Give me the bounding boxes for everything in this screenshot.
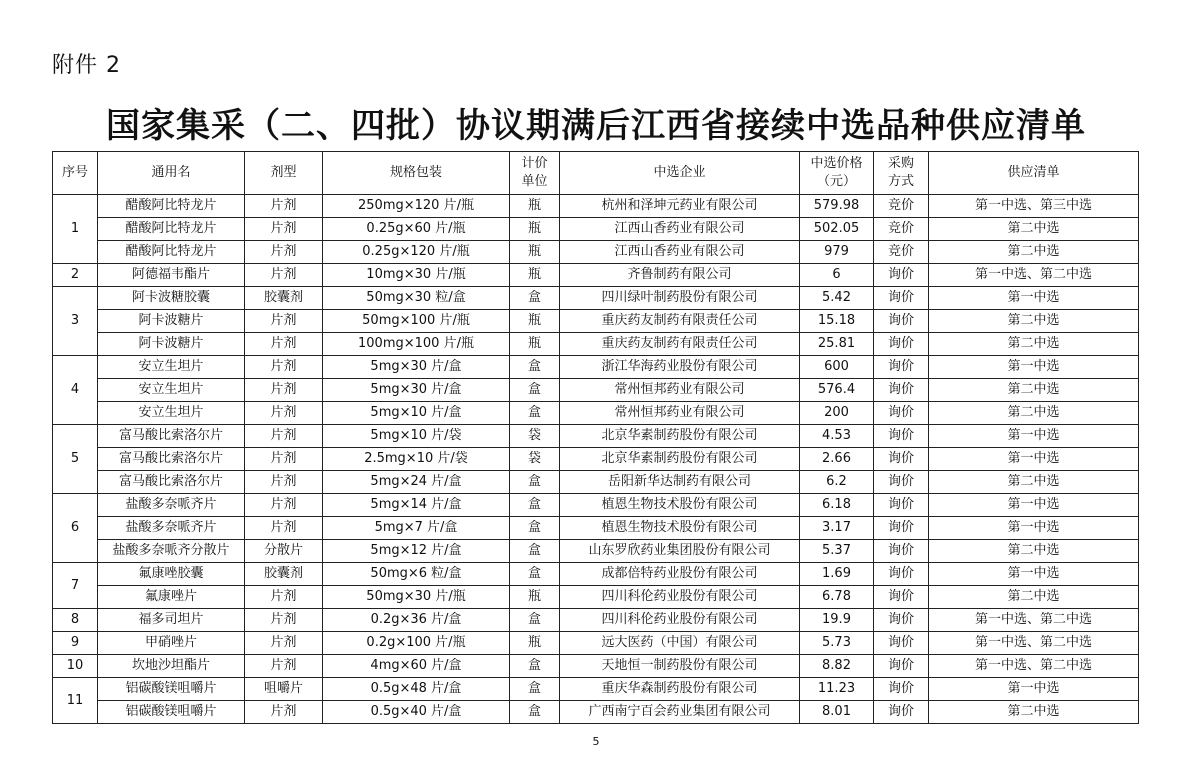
header-unit-line1: 计价 [521, 156, 548, 171]
table-row [53, 287, 1139, 310]
cell-company: 岳阳新华达制药有限公司 [560, 471, 800, 494]
cell-company: 齐鲁制药有限公司 [560, 264, 800, 287]
cell-name: 醋酸阿比特龙片 [98, 218, 245, 241]
cell-form: 片剂 [245, 517, 323, 540]
cell-company: 重庆华森制药股份有限公司 [560, 678, 800, 701]
cell-unit: 盒 [510, 356, 560, 379]
header-row [53, 152, 1139, 195]
cell-price: 6.78 [800, 586, 874, 609]
cell-form: 咀嚼片 [245, 678, 323, 701]
cell-unit: 瓶 [510, 632, 560, 655]
cell-company: 植恩生物技术股份有限公司 [560, 517, 800, 540]
cell-price: 5.42 [800, 287, 874, 310]
document-title: 国家集采（二、四批）协议期满后江西省接续中选品种供应清单 [106, 106, 1086, 146]
table-row [53, 632, 1139, 655]
cell-supply: 第一中选 [929, 356, 1139, 379]
cell-price: 3.17 [800, 517, 874, 540]
cell-form: 片剂 [245, 333, 323, 356]
cell-form: 片剂 [245, 310, 323, 333]
cell-unit: 盒 [510, 563, 560, 586]
cell-company: 常州恒邦药业有限公司 [560, 379, 800, 402]
cell-unit: 袋 [510, 448, 560, 471]
cell-price: 579.98 [800, 195, 874, 218]
cell-supply: 第一中选、第二中选 [929, 609, 1139, 632]
header-method-line2: 方式 [887, 174, 914, 189]
cell-unit: 瓶 [510, 218, 560, 241]
cell-spec: 50mg×30 片/瓶 [323, 586, 510, 609]
cell-form: 片剂 [245, 379, 323, 402]
cell-form: 片剂 [245, 701, 323, 724]
cell-supply: 第一中选 [929, 287, 1139, 310]
cell-supply: 第一中选 [929, 678, 1139, 701]
cell-seq: 8 [53, 609, 98, 632]
cell-form: 片剂 [245, 218, 323, 241]
cell-unit: 瓶 [510, 586, 560, 609]
cell-unit: 盒 [510, 494, 560, 517]
cell-unit: 盒 [510, 471, 560, 494]
cell-supply: 第二中选 [929, 402, 1139, 425]
table-row [53, 241, 1139, 264]
cell-company: 重庆药友制药有限责任公司 [560, 333, 800, 356]
table-row [53, 540, 1139, 563]
cell-unit: 盒 [510, 379, 560, 402]
cell-price: 8.01 [800, 701, 874, 724]
table-row [53, 402, 1139, 425]
header-method [874, 152, 929, 195]
cell-company: 广西南宁百会药业集团有限公司 [560, 701, 800, 724]
cell-spec: 5mg×24 片/盒 [323, 471, 510, 494]
cell-spec: 100mg×100 片/瓶 [323, 333, 510, 356]
table-row [53, 701, 1139, 724]
table-row [53, 379, 1139, 402]
cell-seq: 7 [53, 563, 98, 609]
cell-unit: 盒 [510, 678, 560, 701]
cell-unit: 瓶 [510, 241, 560, 264]
cell-seq: 3 [53, 287, 98, 356]
cell-supply: 第一中选 [929, 563, 1139, 586]
table-row [53, 471, 1139, 494]
cell-seq: 1 [53, 195, 98, 264]
cell-spec: 50mg×6 粒/盒 [323, 563, 510, 586]
table-row [53, 448, 1139, 471]
cell-method: 询价 [874, 701, 929, 724]
cell-method: 询价 [874, 678, 929, 701]
header-method-line1: 采购 [887, 156, 914, 171]
cell-supply: 第二中选 [929, 310, 1139, 333]
cell-name: 阿卡波糖胶囊 [98, 287, 245, 310]
cell-spec: 5mg×30 片/盒 [323, 379, 510, 402]
table-row [53, 218, 1139, 241]
table-row [53, 517, 1139, 540]
cell-name: 醋酸阿比特龙片 [98, 241, 245, 264]
cell-spec: 50mg×30 粒/盒 [323, 287, 510, 310]
cell-price: 979 [800, 241, 874, 264]
cell-price: 502.05 [800, 218, 874, 241]
header-seq: 序号 [53, 152, 98, 195]
cell-method: 询价 [874, 310, 929, 333]
cell-price: 5.37 [800, 540, 874, 563]
cell-method: 竞价 [874, 218, 929, 241]
cell-spec: 250mg×120 片/瓶 [323, 195, 510, 218]
cell-name: 盐酸多奈哌齐分散片 [98, 540, 245, 563]
cell-price: 19.9 [800, 609, 874, 632]
table-row [53, 609, 1139, 632]
cell-method: 询价 [874, 425, 929, 448]
cell-price: 25.81 [800, 333, 874, 356]
cell-method: 竞价 [874, 195, 929, 218]
cell-name: 安立生坦片 [98, 379, 245, 402]
cell-spec: 0.2g×36 片/盒 [323, 609, 510, 632]
cell-name: 醋酸阿比特龙片 [98, 195, 245, 218]
header-price-line2: （元） [816, 174, 856, 189]
cell-seq: 6 [53, 494, 98, 563]
header-price [800, 152, 874, 195]
cell-spec: 2.5mg×10 片/袋 [323, 448, 510, 471]
cell-company: 浙江华海药业股份有限公司 [560, 356, 800, 379]
header-form: 剂型 [245, 152, 323, 195]
cell-price: 6.2 [800, 471, 874, 494]
cell-seq: 4 [53, 356, 98, 425]
cell-supply: 第二中选 [929, 701, 1139, 724]
cell-spec: 10mg×30 片/瓶 [323, 264, 510, 287]
cell-name: 盐酸多奈哌齐片 [98, 494, 245, 517]
cell-name: 福多司坦片 [98, 609, 245, 632]
cell-method: 询价 [874, 494, 929, 517]
header-unit-line2: 单位 [521, 174, 548, 189]
cell-form: 片剂 [245, 264, 323, 287]
cell-name: 富马酸比索洛尔片 [98, 471, 245, 494]
cell-company: 山东罗欣药业集团股份有限公司 [560, 540, 800, 563]
cell-method: 询价 [874, 264, 929, 287]
cell-spec: 0.25g×120 片/瓶 [323, 241, 510, 264]
cell-form: 片剂 [245, 609, 323, 632]
cell-seq: 9 [53, 632, 98, 655]
cell-company: 天地恒一制药股份有限公司 [560, 655, 800, 678]
cell-supply: 第二中选 [929, 471, 1139, 494]
cell-supply: 第一中选、第三中选 [929, 195, 1139, 218]
cell-supply: 第二中选 [929, 218, 1139, 241]
page-number: 5 [592, 735, 600, 748]
cell-spec: 5mg×10 片/袋 [323, 425, 510, 448]
cell-form: 分散片 [245, 540, 323, 563]
cell-price: 5.73 [800, 632, 874, 655]
cell-supply: 第一中选 [929, 448, 1139, 471]
cell-form: 片剂 [245, 448, 323, 471]
cell-name: 富马酸比索洛尔片 [98, 425, 245, 448]
cell-company: 北京华素制药股份有限公司 [560, 448, 800, 471]
cell-method: 询价 [874, 517, 929, 540]
header-company: 中选企业 [560, 152, 800, 195]
cell-supply: 第二中选 [929, 241, 1139, 264]
table-row [53, 195, 1139, 218]
cell-method: 询价 [874, 287, 929, 310]
cell-price: 2.66 [800, 448, 874, 471]
cell-price: 6.18 [800, 494, 874, 517]
cell-supply: 第一中选、第二中选 [929, 632, 1139, 655]
cell-name: 安立生坦片 [98, 356, 245, 379]
cell-name: 阿卡波糖片 [98, 310, 245, 333]
header-unit [510, 152, 560, 195]
cell-seq: 10 [53, 655, 98, 678]
cell-spec: 5mg×14 片/盒 [323, 494, 510, 517]
cell-supply: 第一中选 [929, 494, 1139, 517]
cell-seq: 2 [53, 264, 98, 287]
cell-unit: 盒 [510, 655, 560, 678]
cell-supply: 第二中选 [929, 379, 1139, 402]
cell-form: 片剂 [245, 494, 323, 517]
cell-form: 片剂 [245, 471, 323, 494]
table-row [53, 425, 1139, 448]
table-row [53, 264, 1139, 287]
table-row [53, 310, 1139, 333]
cell-price: 6 [800, 264, 874, 287]
cell-company: 江西山香药业有限公司 [560, 241, 800, 264]
cell-form: 片剂 [245, 241, 323, 264]
table-row [53, 356, 1139, 379]
cell-form: 片剂 [245, 356, 323, 379]
cell-form: 片剂 [245, 632, 323, 655]
cell-company: 杭州和泽坤元药业有限公司 [560, 195, 800, 218]
cell-spec: 5mg×10 片/盒 [323, 402, 510, 425]
cell-unit: 瓶 [510, 264, 560, 287]
cell-method: 询价 [874, 540, 929, 563]
cell-price: 1.69 [800, 563, 874, 586]
cell-method: 询价 [874, 333, 929, 356]
cell-company: 常州恒邦药业有限公司 [560, 402, 800, 425]
cell-supply: 第二中选 [929, 540, 1139, 563]
cell-unit: 盒 [510, 517, 560, 540]
cell-company: 植恩生物技术股份有限公司 [560, 494, 800, 517]
cell-unit: 盒 [510, 540, 560, 563]
cell-method: 询价 [874, 379, 929, 402]
cell-price: 11.23 [800, 678, 874, 701]
cell-spec: 5mg×12 片/盒 [323, 540, 510, 563]
cell-name: 盐酸多奈哌齐片 [98, 517, 245, 540]
cell-price: 15.18 [800, 310, 874, 333]
cell-method: 询价 [874, 471, 929, 494]
cell-unit: 瓶 [510, 310, 560, 333]
cell-method: 询价 [874, 586, 929, 609]
cell-form: 胶囊剂 [245, 563, 323, 586]
cell-name: 坎地沙坦酯片 [98, 655, 245, 678]
cell-company: 江西山香药业有限公司 [560, 218, 800, 241]
header-supply: 供应清单 [929, 152, 1139, 195]
cell-form: 片剂 [245, 425, 323, 448]
cell-method: 询价 [874, 563, 929, 586]
table-row [53, 655, 1139, 678]
cell-unit: 盒 [510, 609, 560, 632]
cell-company: 北京华素制药股份有限公司 [560, 425, 800, 448]
cell-unit: 瓶 [510, 333, 560, 356]
header-spec: 规格包装 [323, 152, 510, 195]
cell-name: 氟康唑片 [98, 586, 245, 609]
cell-price: 576.4 [800, 379, 874, 402]
cell-supply: 第一中选 [929, 425, 1139, 448]
cell-spec: 0.2g×100 片/瓶 [323, 632, 510, 655]
cell-name: 阿德福韦酯片 [98, 264, 245, 287]
table-row [53, 494, 1139, 517]
table-body [53, 195, 1139, 724]
table-header [53, 152, 1139, 195]
cell-form: 胶囊剂 [245, 287, 323, 310]
cell-supply: 第一中选 [929, 517, 1139, 540]
cell-method: 询价 [874, 632, 929, 655]
cell-seq: 5 [53, 425, 98, 494]
cell-name: 氟康唑胶囊 [98, 563, 245, 586]
cell-supply: 第一中选、第二中选 [929, 264, 1139, 287]
cell-unit: 盒 [510, 287, 560, 310]
cell-name: 富马酸比索洛尔片 [98, 448, 245, 471]
cell-method: 竞价 [874, 241, 929, 264]
cell-form: 片剂 [245, 655, 323, 678]
cell-company: 远大医药（中国）有限公司 [560, 632, 800, 655]
supply-table [52, 151, 1139, 724]
cell-name: 阿卡波糖片 [98, 333, 245, 356]
cell-spec: 50mg×100 片/瓶 [323, 310, 510, 333]
cell-unit: 盒 [510, 701, 560, 724]
cell-spec: 5mg×7 片/盒 [323, 517, 510, 540]
cell-spec: 4mg×60 片/盒 [323, 655, 510, 678]
cell-company: 四川绿叶制药股份有限公司 [560, 287, 800, 310]
cell-seq: 11 [53, 678, 98, 724]
cell-spec: 5mg×30 片/盒 [323, 356, 510, 379]
cell-name: 甲硝唑片 [98, 632, 245, 655]
cell-spec: 0.5g×40 片/盒 [323, 701, 510, 724]
cell-supply: 第二中选 [929, 586, 1139, 609]
cell-supply: 第一中选、第二中选 [929, 655, 1139, 678]
cell-name: 铝碳酸镁咀嚼片 [98, 701, 245, 724]
table-row [53, 333, 1139, 356]
cell-unit: 盒 [510, 402, 560, 425]
cell-company: 重庆药友制药有限责任公司 [560, 310, 800, 333]
cell-name: 安立生坦片 [98, 402, 245, 425]
cell-spec: 0.25g×60 片/瓶 [323, 218, 510, 241]
cell-company: 四川科伦药业股份有限公司 [560, 609, 800, 632]
table-row [53, 586, 1139, 609]
cell-price: 8.82 [800, 655, 874, 678]
attachment-label: 附件 2 [52, 53, 121, 78]
header-price-line1: 中选价格 [810, 156, 863, 171]
cell-form: 片剂 [245, 586, 323, 609]
cell-spec: 0.5g×48 片/盒 [323, 678, 510, 701]
cell-method: 询价 [874, 402, 929, 425]
cell-company: 成都倍特药业股份有限公司 [560, 563, 800, 586]
cell-form: 片剂 [245, 195, 323, 218]
header-name: 通用名 [98, 152, 245, 195]
cell-price: 600 [800, 356, 874, 379]
cell-unit: 瓶 [510, 195, 560, 218]
cell-price: 200 [800, 402, 874, 425]
cell-form: 片剂 [245, 402, 323, 425]
cell-unit: 袋 [510, 425, 560, 448]
cell-price: 4.53 [800, 425, 874, 448]
cell-method: 询价 [874, 356, 929, 379]
cell-method: 询价 [874, 448, 929, 471]
table-row [53, 563, 1139, 586]
cell-name: 铝碳酸镁咀嚼片 [98, 678, 245, 701]
cell-company: 四川科伦药业股份有限公司 [560, 586, 800, 609]
cell-supply: 第二中选 [929, 333, 1139, 356]
cell-method: 询价 [874, 609, 929, 632]
cell-method: 询价 [874, 655, 929, 678]
table-row [53, 678, 1139, 701]
